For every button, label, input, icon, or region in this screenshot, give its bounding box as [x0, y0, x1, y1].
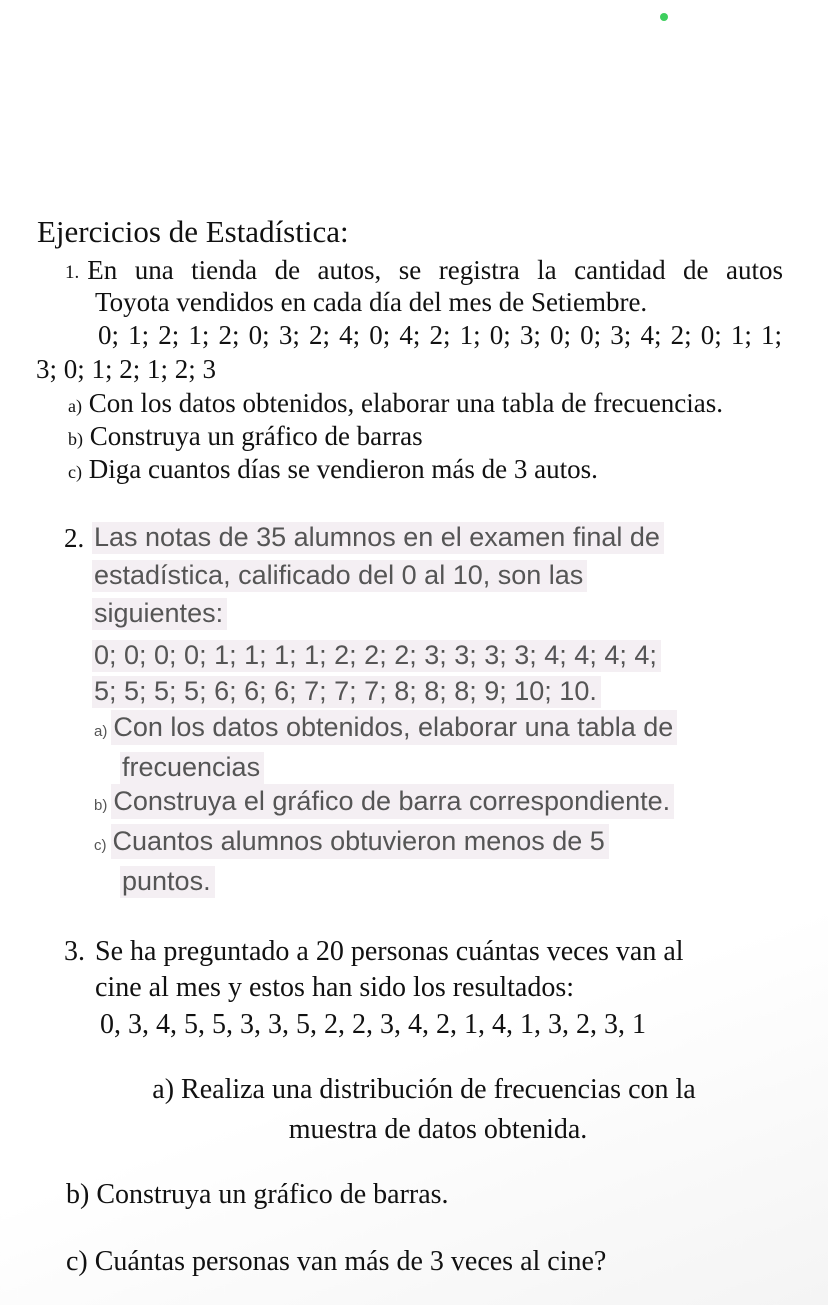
exercise-text: siguientes: [92, 598, 227, 630]
question-c [92, 828, 609, 855]
exercise-number: 2. [64, 523, 85, 553]
question-c-cont: puntos. [120, 866, 215, 898]
text: Construya un gráfico de barras [89, 421, 423, 451]
question-a-cont: muestra de datos obtenida. [288, 1114, 588, 1145]
exercise-text: Las notas de 35 alumnos en el examen final de [92, 522, 664, 554]
question-a-cont: frecuencias [120, 752, 264, 784]
page-title: Ejercicios de Estadística: [37, 214, 349, 249]
exercise-text: En una tienda de autos, se registra la cantidad de autos [87, 255, 783, 285]
question-a [68, 390, 723, 417]
label: b) [68, 429, 83, 449]
exercise-number: 1. [65, 262, 80, 283]
question-b [68, 423, 423, 450]
data-values: 0, 3, 4, 5, 5, 3, 3, 5, 2, 2, 3, 4, 2, 1, 4, 1, 3, 2, 3, 1 [100, 1009, 646, 1040]
status-dot [660, 13, 668, 21]
text: Con los datos obtenidos, elaborar una tabla de [111, 710, 677, 745]
label: a) [68, 396, 82, 416]
exercise-text: Se ha preguntado a 20 personas cuántas veces van al [95, 936, 684, 967]
question-c [68, 456, 598, 483]
text: Cuantos alumnos obtuvieron menos de 5 [111, 824, 609, 859]
label: b) [94, 797, 108, 814]
exercise-text: cine al mes y estos han sido los resultados: [95, 972, 575, 1003]
label: a) [94, 723, 108, 740]
question-a: a) Realiza una distribución de frecuencias con la [152, 1074, 696, 1105]
question-b [92, 788, 674, 815]
text: Diga cuantos días se vendieron más de 3 autos. [88, 454, 598, 484]
data-values: 0; 0; 0; 0; 1; 1; 1; 1; 2; 2; 2; 3; 3; 3; 3; 4; 4; 4; 4; [92, 640, 661, 672]
exercise-text: estadística, calificado del 0 al 10, son las [92, 560, 587, 592]
question-a [92, 714, 677, 741]
question-b: b) Construya un gráfico de barras. [66, 1179, 449, 1210]
data-values: 3; 0; 1; 2; 1; 2; 3 [36, 354, 217, 384]
label: c) [68, 462, 82, 482]
data-values: 0; 1; 2; 1; 2; 0; 3; 2; 4; 0; 4; 2; 1; 0; 3; 0; 0; 3; 4; 2; 0; 1; 1; [98, 320, 782, 350]
exercise-number: 3. [64, 936, 85, 967]
text: Construya el gráfico de barra correspondiente. [111, 784, 674, 819]
data-values: 5; 5; 5; 5; 6; 6; 6; 7; 7; 7; 8; 8; 8; 9; 10; 10. [92, 676, 601, 708]
question-c: c) Cuántas personas van más de 3 veces al cine? [66, 1246, 607, 1277]
label: c) [94, 837, 107, 854]
exercise-text: Toyota vendidos en cada día del mes de Setiembre. [95, 287, 648, 317]
text: Con los datos obtenidos, elaborar una tabla de frecuencias. [88, 388, 724, 418]
